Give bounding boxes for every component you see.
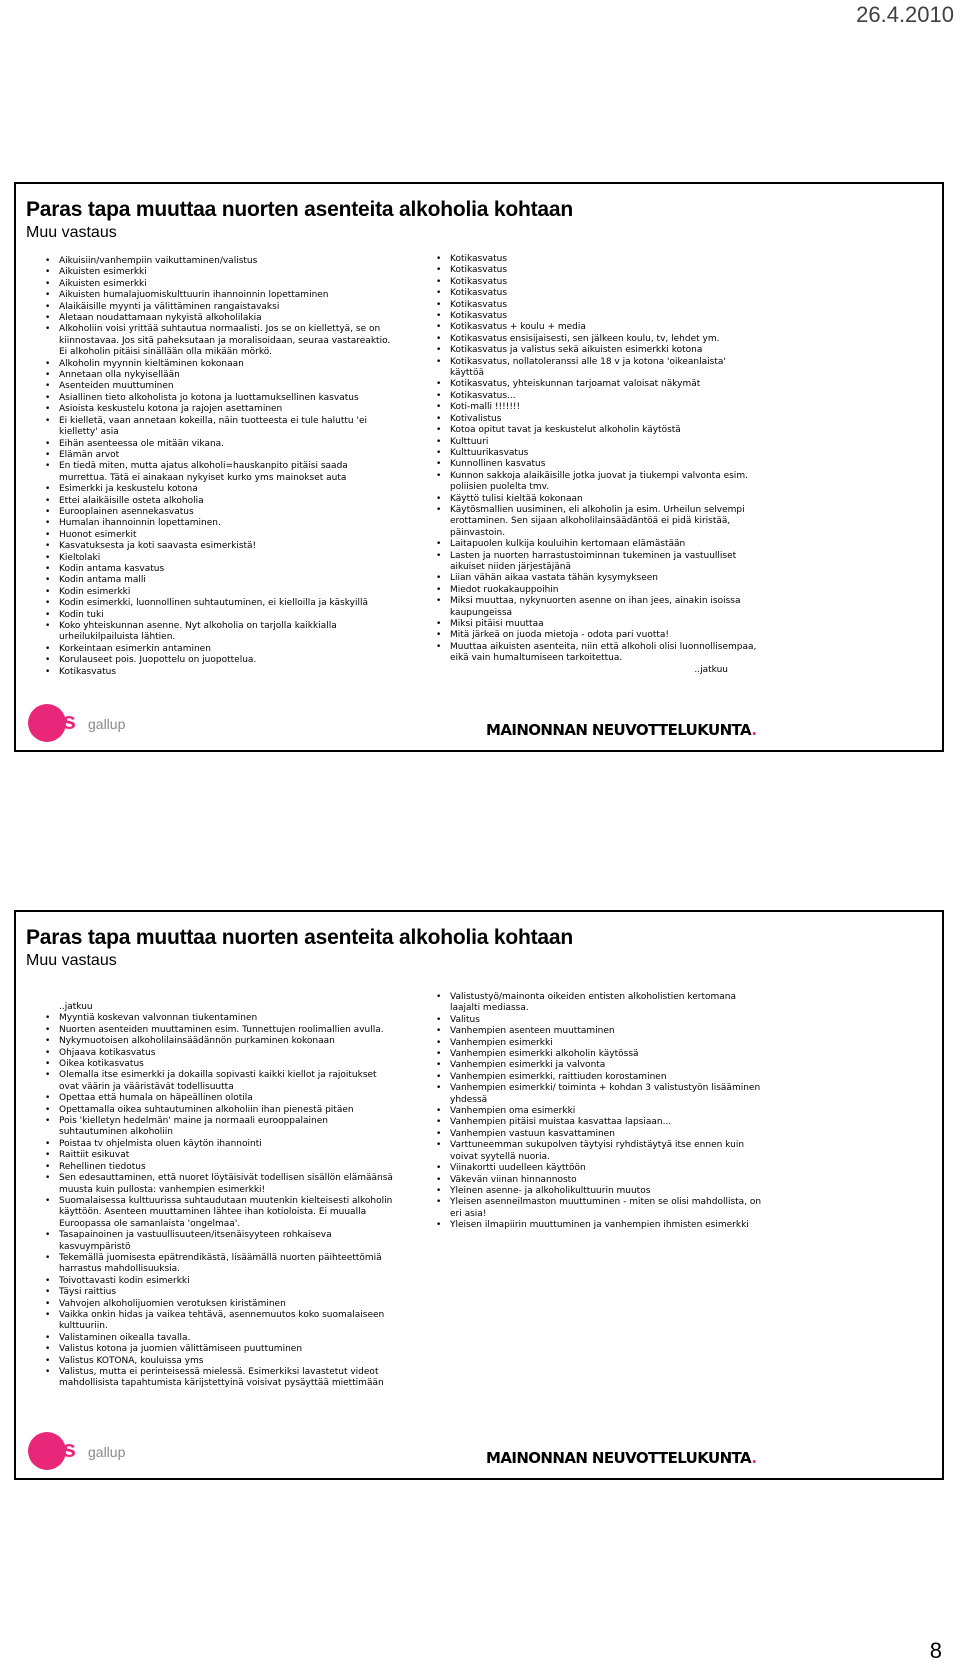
- answer-item: • Opettaa että humala on häpeällinen olotila: [43, 1093, 393, 1104]
- answer-item: • Tasapainoinen ja vastuullisuuteen/itsenäisyyteen rohkaiseva kasvuympäristö: [43, 1230, 393, 1253]
- answer-item: • Nykymuotoisen alkoholilainsäädännön purkaminen kokonaan: [43, 1036, 393, 1047]
- answer-item: • Aikuisiin/vanhempiin vaikuttaminen/valistus: [43, 256, 393, 267]
- answer-item: • Eurooplainen asennekasvatus: [43, 507, 393, 518]
- answer-item: • Alkoholiin voisi yrittää suhtautua normaalisti. Jos se on kiellettyä, se on kiinnostavaa. Jos sitä paheksutaan ja moralisoidaan, seuraa vastareaktio. Ei alkoholin pitäisi sinällään olla mikään mörkö.: [43, 324, 393, 358]
- answer-item: • Valistus, mutta ei perinteisessä mielessä. Esimerkiksi lavastetut videot mahdollisista tapahtumista kärijstettyinä voisivat pysäyttää miettimään: [43, 1367, 393, 1390]
- answer-item: • Valitus: [434, 1015, 762, 1026]
- mainonnan-neuvottelukunta-logo: [486, 721, 756, 739]
- answer-item: • Liian vähän aikaa vastata tähän kysymykseen: [434, 573, 762, 584]
- answer-item: • Myyntiä koskevan valvonnan tiukentaminen: [43, 1013, 393, 1024]
- answer-item: • Nuorten asenteiden muuttaminen esim. Tunnettujen roolimallien avulla.: [43, 1025, 393, 1036]
- answer-item: • Oikea kotikasvatus: [43, 1059, 393, 1070]
- answer-item: • Asenteiden muuttuminen: [43, 381, 393, 392]
- answer-item: • Kodin antama malli: [43, 575, 393, 586]
- slide-title: Paras tapa muuttaa nuorten asenteita alkoholia kohtaan: [26, 198, 574, 221]
- answer-item: • Toivottavasti kodin esimerkki: [43, 1276, 393, 1287]
- answer-item: • Yleisen ilmapiirin muuttuminen ja vanhempien ihmisten esimerkki: [434, 1220, 762, 1231]
- answer-item: • Asioista keskustelu kotona ja rajojen asettaminen: [43, 404, 393, 415]
- brand-dot-icon: .: [751, 1449, 757, 1467]
- answer-item: • Kotikasvatus ensisijaisesti, sen jälkeen koulu, tv, lehdet ym.: [434, 334, 762, 345]
- answer-item: • Kodin esimerkki, luonnollinen suhtautuminen, ei kielloilla ja käskyillä: [43, 598, 393, 609]
- answer-item: • Kotikasvatus: [43, 667, 393, 678]
- gallup-logo-text: gallup: [88, 716, 126, 732]
- answer-item: • Kasvatuksesta ja koti saavasta esimerkistä!: [43, 541, 393, 552]
- answer-item: • Kotikasvatus + koulu + media: [434, 322, 762, 333]
- tns-logo-text: tns: [42, 708, 75, 735]
- slide-1: [14, 182, 944, 752]
- answer-item: • Kotikasvatus ja valistus sekä aikuisten esimerkki kotona: [434, 345, 762, 356]
- answer-item: • Kodin tuki: [43, 610, 393, 621]
- answer-item: • Kulttuurikasvatus: [434, 448, 762, 459]
- answer-item: • Opettamalla oikea suhtautuminen alkoholiin ihan pienestä pitäen: [43, 1105, 393, 1116]
- answer-item: • Sen edesauttaminen, että nuoret löytäisivät todellisen sisällön elämäänsä muusta kuin pullosta: vanhempien esimerkki!: [43, 1173, 393, 1196]
- answer-item: • Koko yhteiskunnan asenne. Nyt alkoholia on tarjolla kaikkialla urheilukilpailuista lähtien.: [43, 621, 393, 644]
- answer-item: • Kotikasvatus: [434, 300, 762, 311]
- answer-item: • Humalan ihannoinnin lopettaminen.: [43, 518, 393, 529]
- answer-item: • Aikuisten esimerkki: [43, 279, 393, 290]
- answer-item: • Yleisen asenneilmaston muuttuminen - miten se olisi mahdollista, on eri asia!: [434, 1197, 762, 1220]
- answer-item: • Vanhempien pitäisi muistaa kasvattaa lapsiaan...: [434, 1117, 762, 1128]
- answer-item: • Vanhempien esimerkki: [434, 1038, 762, 1049]
- slide-subtitle: Muu vastaus: [26, 952, 117, 969]
- answer-item: • Rehellinen tiedotus: [43, 1162, 393, 1173]
- answer-item: • Muuttaa aikuisten asenteita, niin että alkoholi olisi luonnollisempaa, eikä vain humaltumiseen tarkoitettua.: [434, 642, 762, 665]
- answer-item: • Kotikasvatus: [434, 311, 762, 322]
- answer-item: • Valistus kotona ja juomien välittämiseen puuttuminen: [43, 1344, 393, 1355]
- tns-gallup-logo: [28, 704, 138, 744]
- answer-item: • Vanhempien esimerkki alkoholin käytössä: [434, 1049, 762, 1060]
- answer-item: • Varttuneemman sukupolven täytyisi ryhdistäytyä itse ennen kuin voivat syytellä nuoria.: [434, 1140, 762, 1163]
- gallup-logo-text: gallup: [88, 1444, 126, 1460]
- answer-item: • Elämän arvot: [43, 450, 393, 461]
- answer-item: • Käytösmallien uusiminen, eli alkoholin ja esim. Urheilun selvempi erottaminen. Sen sijaan alkoholilainsäädäntöä ei pidä kiristää, päinvastoin.: [434, 505, 762, 539]
- answer-item: • Huonot esimerkit: [43, 530, 393, 541]
- answer-item: • Miedot ruokakauppoihin: [434, 585, 762, 596]
- answer-item: • Vanhempien vastuun kasvattaminen: [434, 1129, 762, 1140]
- answer-item: • Kodin antama kasvatus: [43, 564, 393, 575]
- answer-item: • Käyttö tulisi kieltää kokonaan: [434, 494, 762, 505]
- answer-item: • Valistustyö/mainonta oikeiden entisten alkoholistien kertomana laajalti mediassa.: [434, 992, 762, 1015]
- brand-dot-icon: .: [751, 721, 757, 739]
- answers-right-column: [434, 254, 762, 676]
- answer-item: • Vanhempien esimerkki ja valvonta: [434, 1060, 762, 1071]
- answer-item: • Olemalla itse esimerkki ja dokailla sopivasti kaikki kiellot ja rajoitukset ovat väärin ja vääristävät todellisuutta: [43, 1070, 393, 1093]
- answer-item: • Suomalaisessa kulttuurissa suhtaudutaan muutenkin kielteisesti alkoholin käyttöön. Asenteen muuttaminen lähtee ihan kotioloista. Ei muualla Euroopassa ole samanlaista 'ongelmaa'.: [43, 1196, 393, 1230]
- answer-item: • Tekemällä juomisesta epätrendikästä, lisäämällä nuorten päihteettömiä harrastus mahdollisuuksia.: [43, 1253, 393, 1276]
- answer-item: • Ettei alaikäisille osteta alkoholia: [43, 496, 393, 507]
- answer-item: • Poistaa tv ohjelmista oluen käytön ihannointi: [43, 1139, 393, 1150]
- answer-item: • Kotikasvatus: [434, 277, 762, 288]
- slide-title: Paras tapa muuttaa nuorten asenteita alkoholia kohtaan: [26, 926, 574, 949]
- tns-logo-text: tns: [42, 1436, 75, 1463]
- answer-item: • Väkevän viinan hinnannosto: [434, 1175, 762, 1186]
- answer-item: • Vanhempien esimerkki/ toiminta + kohdan 3 valistustyön lisääminen yhdessä: [434, 1083, 762, 1106]
- answer-item: • Kotivalistus: [434, 414, 762, 425]
- answer-item: • Laitapuolen kulkija kouluihin kertomaan elämästään: [434, 539, 762, 550]
- answer-item: • Vanhempien asenteen muuttaminen: [434, 1026, 762, 1037]
- answer-item: • Ei kielletä, vaan annetaan kokeilla, näin tuotteesta ei tule haluttu 'ei kielletty' asia: [43, 416, 393, 439]
- answers-left-column: [43, 1002, 393, 1390]
- answer-item: • Lasten ja nuorten harrastustoiminnan tukeminen ja vastuulliset aikuiset niiden järjestäjänä: [434, 551, 762, 574]
- answer-item: • En tiedä miten, mutta ajatus alkoholi=hauskanpito pitäisi saada murrettua. Tätä ei ainakaan nykyiset kurko yms mainokset auta: [43, 461, 393, 484]
- answer-item: • Korkeintaan esimerkin antaminen: [43, 644, 393, 655]
- answer-item: • Ohjaava kotikasvatus: [43, 1048, 393, 1059]
- answer-item: • Kotikasvatus, nollatoleranssi alle 18 v ja kotona 'oikeanlaista' käyttöä: [434, 357, 762, 380]
- answer-item: • Pois 'kielletyn hedelmän' maine ja normaali eurooppalainen suhtautuminen alkoholiin: [43, 1116, 393, 1139]
- answer-item: • Eihän asenteessa ole mitään vikana.: [43, 439, 393, 450]
- answer-item: • Koti-malli !!!!!!!: [434, 402, 762, 413]
- answer-item: • Vanhempien esimerkki, raittiuden korostaminen: [434, 1072, 762, 1083]
- answer-item: • Asiallinen tieto alkoholista jo kotona ja luottamuksellinen kasvatus: [43, 393, 393, 404]
- answer-item: • Kunnon sakkoja alaikäisille jotka juovat ja tiukempi valvonta esim. poliisien puolelta tmv.: [434, 471, 762, 494]
- answer-item: ..jatkuu: [59, 1002, 93, 1012]
- page-number: 8: [929, 1638, 942, 1663]
- mainonnan-neuvottelukunta-logo: [486, 1449, 756, 1467]
- answer-item: • Viinakortti uudelleen käyttöön: [434, 1163, 762, 1174]
- answer-item: • Kotoa opitut tavat ja keskustelut alkoholin käytöstä: [434, 425, 762, 436]
- tns-gallup-logo: [28, 1432, 138, 1472]
- answer-item: • Aikuisten humalajuomiskulttuurin ihannoinnin lopettaminen: [43, 290, 393, 301]
- answer-item: ..jatkuu: [694, 664, 728, 675]
- answer-item: • Kieltolaki: [43, 553, 393, 564]
- answer-item: • Yleinen asenne- ja alkoholikulttuurin muutos: [434, 1186, 762, 1197]
- answer-item: • Alkoholin myynnin kieltäminen kokonaan: [43, 359, 393, 370]
- answer-item: • Aikuisten esimerkki: [43, 267, 393, 278]
- answer-item: • Valistaminen oikealla tavalla.: [43, 1333, 393, 1344]
- brand-text: MAINONNAN NEUVOTTELUKUNTA: [486, 721, 752, 739]
- answer-item: • Vaikka onkin hidas ja vaikea tehtävä, asennemuutos koko suomalaiseen kulttuuriin.: [43, 1310, 393, 1333]
- answer-item: • Kotikasvatus: [434, 288, 762, 299]
- answer-item: • Täysi raittius: [43, 1287, 393, 1298]
- slide-subtitle: Muu vastaus: [26, 224, 117, 241]
- answers-left-column: [43, 256, 393, 678]
- brand-text: MAINONNAN NEUVOTTELUKUNTA: [486, 1449, 752, 1467]
- answer-item: • Miksi pitäisi muuttaa: [434, 619, 762, 630]
- answer-item: • Kotikasvatus: [434, 265, 762, 276]
- answer-item: • Raittiit esikuvat: [43, 1150, 393, 1161]
- answer-item: • Vanhempien oma esimerkki: [434, 1106, 762, 1117]
- answer-item: • Aletaan noudattamaan nykyistä alkoholilakia: [43, 313, 393, 324]
- answer-item: • Annetaan olla nykyisellään: [43, 370, 393, 381]
- answer-item: • Kulttuuri: [434, 437, 762, 448]
- answer-item: • Vahvojen alkoholijuomien verotuksen kiristäminen: [43, 1299, 393, 1310]
- answer-item: • Kotikasvatus...: [434, 391, 762, 402]
- answer-item: • Alaikäisille myynti ja välittäminen rangaistavaksi: [43, 302, 393, 313]
- answer-item: • Mitä järkeä on juoda mietoja - odota pari vuotta!: [434, 630, 762, 641]
- answer-item: • Kotikasvatus: [434, 254, 762, 265]
- answer-item: • Miksi muuttaa, nykynuorten asenne on ihan jees, ainakin isoissa kaupungeissa: [434, 596, 762, 619]
- page-date: 26.4.2010: [856, 2, 954, 27]
- answers-right-column: [434, 992, 762, 1232]
- answer-item: • Esimerkki ja keskustelu kotona: [43, 484, 393, 495]
- answer-item: • Korulauseet pois. Juopottelu on juopottelua.: [43, 655, 393, 666]
- answer-item: • Valistus KOTONA, kouluissa yms: [43, 1356, 393, 1367]
- slide-2: [14, 910, 944, 1480]
- answer-item: • Kodin esimerkki: [43, 587, 393, 598]
- answer-item: • Kunnollinen kasvatus: [434, 459, 762, 470]
- answer-item: • Kotikasvatus, yhteiskunnan tarjoamat valoisat näkymät: [434, 379, 762, 390]
